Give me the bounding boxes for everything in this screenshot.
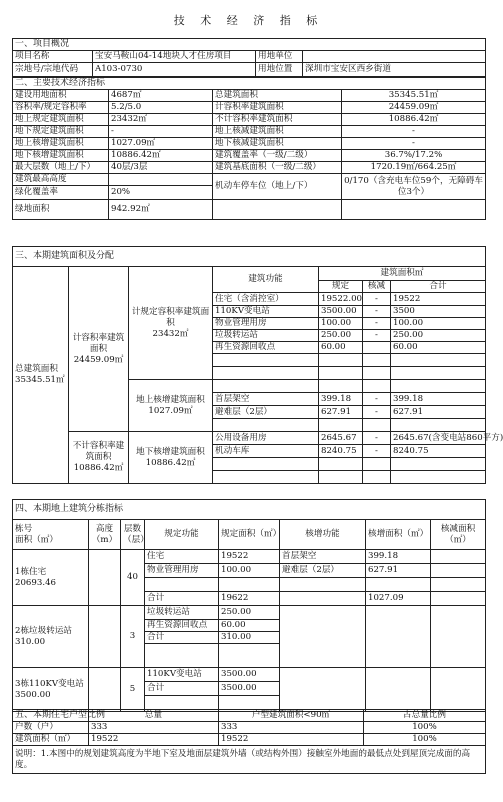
- empty-cell: [391, 380, 486, 393]
- empty-cell: [319, 458, 363, 471]
- field-label: 项目名称: [13, 51, 93, 63]
- deducted-area-cell: [431, 550, 486, 564]
- empty-cell: [431, 592, 486, 606]
- indicator-sheet: [12, 6, 503, 796]
- building-header-text: 栋号: [15, 523, 33, 534]
- floors-header: 层数（层）: [121, 520, 145, 550]
- section-heading: 四、本期地上建筑分栋指标: [13, 500, 486, 520]
- building-area-header: 面积（㎡）: [15, 534, 58, 545]
- empty-cell: [363, 419, 391, 432]
- value-cell: 60.00: [391, 342, 486, 354]
- total-header: 合计: [391, 281, 486, 293]
- field-value: 24459.09㎡: [342, 102, 486, 114]
- parking-value: 0/170（含充电车位59个，无障碍车位3个）: [342, 174, 486, 200]
- function-cell: 物业管理用房: [145, 564, 219, 578]
- function-cell: 垃圾转运站: [145, 606, 219, 620]
- function-cell: 再生资源回收点: [213, 342, 319, 354]
- sheet-title: 技 术 经 济 指 标: [173, 14, 324, 27]
- empty-cell: [213, 367, 319, 380]
- building-area: 20693.46: [15, 577, 57, 588]
- value-cell: 100.00: [391, 318, 486, 330]
- field-label: 最大层数（地上/下）: [13, 162, 109, 174]
- empty-cell: [431, 668, 486, 712]
- empty-cell: [391, 471, 486, 484]
- prescribed-area-text: 计规定容积率建筑面积: [131, 306, 210, 328]
- value-cell: 3500: [391, 306, 486, 318]
- prescribed-area-value: 23432㎡: [152, 328, 189, 339]
- value-cell: 60.00: [319, 342, 363, 354]
- ratio-header: 占总量比例: [364, 710, 486, 722]
- field-label: 不计容积率建筑面积: [213, 114, 342, 126]
- area-cell: 3500.00: [219, 668, 280, 682]
- note-text: 说明：1.本图中的规划建筑高度为半地下室及地面层建筑外墙（或结构外围）接触室外地面的最低点处到屋顶完成面的高度。: [13, 746, 486, 774]
- basement-added-text: 地下核增建筑面积: [136, 446, 205, 457]
- section-heading: 二、主要技术经济指标: [13, 78, 486, 90]
- empty-cell: [363, 458, 391, 471]
- value-cell: 100%: [364, 722, 486, 734]
- total-header: 总量: [89, 710, 219, 722]
- field-label: 宗地号/宗地代码: [13, 63, 93, 77]
- section-heading: 一、项目概况: [13, 39, 486, 51]
- value-cell: 19522: [219, 734, 364, 746]
- empty-cell: [145, 644, 219, 668]
- main-indicators-table: [12, 77, 486, 220]
- field-value: 23432㎡: [109, 114, 213, 126]
- value-cell: 333: [89, 722, 219, 734]
- empty-cell: [280, 668, 366, 712]
- far-area-label: [69, 267, 129, 432]
- building-area: 310.00: [15, 636, 46, 647]
- field-label: 绿地面积: [13, 200, 109, 220]
- function-cell: 110KV变电站: [145, 668, 219, 682]
- value-cell: 250.00: [391, 330, 486, 342]
- empty-cell: [319, 367, 363, 380]
- value-cell: 8240.75: [391, 445, 486, 458]
- empty-cell: [213, 380, 319, 393]
- field-value: 1720.19㎡/664.25㎡: [342, 162, 486, 174]
- field-label: 地下核增建筑面积: [13, 150, 109, 162]
- total-area: 3500.00: [219, 682, 280, 696]
- field-value: -: [109, 126, 213, 138]
- field-label: 户数（户）: [13, 722, 89, 734]
- total-area-label: [13, 267, 69, 484]
- function-cell: 避难层（2层）: [213, 406, 319, 419]
- area-cell: 60.00: [219, 620, 280, 632]
- field-label: 计容积率建筑面积: [213, 102, 342, 114]
- field-label: 用地位置: [256, 63, 303, 77]
- empty-cell: [431, 606, 486, 668]
- function-header: 建筑功能: [213, 267, 319, 293]
- unit-type-table: [12, 709, 486, 774]
- empty-cell: [366, 578, 431, 592]
- function-cell: 公用设备用房: [213, 432, 319, 445]
- field-label: 建筑基底面积（一级/二级）: [213, 162, 342, 174]
- added-total: 1027.09: [366, 592, 431, 606]
- field-value: 942.92㎡: [109, 200, 213, 220]
- field-label: 地上核减建筑面积: [213, 126, 342, 138]
- total-label: 合计: [145, 682, 219, 696]
- building-2-cell: [13, 606, 89, 668]
- empty-cell: [391, 419, 486, 432]
- empty-cell: [363, 471, 391, 484]
- value-cell: 19522.00: [319, 293, 363, 306]
- value-cell: 2645.67: [319, 432, 363, 445]
- empty-cell: [145, 578, 219, 592]
- value-cell: -: [363, 306, 391, 318]
- project-overview-table: [12, 38, 486, 77]
- added-function-cell: 避难层（2层）: [280, 564, 366, 578]
- building-name: 1栋住宅: [15, 566, 47, 577]
- prescribed-header: 规定: [319, 281, 363, 293]
- empty-cell: [363, 367, 391, 380]
- empty-cell: [391, 367, 486, 380]
- empty-cell: [363, 380, 391, 393]
- added-area-header: 核增面积（㎡）: [366, 520, 431, 550]
- empty-cell: [319, 354, 363, 367]
- added-area-label: [129, 380, 213, 432]
- field-value: -: [342, 138, 486, 150]
- added-area-text: 地上核增建筑面积: [136, 394, 205, 405]
- empty-cell: [219, 644, 280, 668]
- field-value: 10886.42㎡: [109, 150, 213, 162]
- function-cell: 住宅: [145, 550, 219, 564]
- area-header: 建筑面积㎡: [319, 267, 486, 281]
- empty-cell: [366, 606, 431, 668]
- building-name: 3栋110KV变电站: [15, 678, 84, 689]
- field-value: 10886.42㎡: [342, 114, 486, 126]
- field-label: 机动车停车位（地上/下）: [213, 174, 342, 200]
- area-header: 规定面积（㎡）: [219, 520, 280, 550]
- value-cell: 100%: [364, 734, 486, 746]
- basement-added-label: [129, 432, 213, 484]
- total-label: 合计: [145, 632, 219, 644]
- value-cell: 3500.00: [319, 306, 363, 318]
- function-cell: 住宅（含消控室）: [213, 293, 319, 306]
- total-area: 19622: [219, 592, 280, 606]
- added-function-header: 核增功能: [280, 520, 366, 550]
- land-location-value: 深圳市宝安区西乡街道: [303, 63, 486, 77]
- non-far-area-text: 不计容积率建筑面积: [72, 441, 125, 462]
- empty-cell: [366, 668, 431, 712]
- field-label: 绿化覆盖率: [13, 186, 109, 200]
- empty-cell: [213, 458, 319, 471]
- total-label: 合计: [145, 592, 219, 606]
- value-cell: 627.91: [319, 406, 363, 419]
- building-breakdown-table: [12, 499, 486, 712]
- empty-cell: [219, 578, 280, 592]
- empty-cell: [319, 471, 363, 484]
- field-value: [109, 174, 213, 186]
- project-name-value: 宝安马鞍山04-14地块人才住房项目: [93, 51, 256, 63]
- building-area: 3500.00: [15, 689, 51, 700]
- empty-cell: [391, 458, 486, 471]
- floors-cell: 40: [121, 550, 145, 606]
- field-value: -: [342, 126, 486, 138]
- value-cell: 333: [219, 722, 364, 734]
- empty-cell: [363, 354, 391, 367]
- far-area-text: 计容积率建筑面积: [72, 332, 125, 354]
- added-area-cell: 399.18: [366, 550, 431, 564]
- value-cell: 250.00: [319, 330, 363, 342]
- building-3-cell: [13, 668, 89, 712]
- empty-cell: [391, 354, 486, 367]
- field-label: 地上规定建筑面积: [13, 114, 109, 126]
- value-cell: 8240.75: [319, 445, 363, 458]
- floors-cell: 5: [121, 668, 145, 712]
- value-cell: 399.18: [391, 393, 486, 406]
- empty-cell: [431, 578, 486, 592]
- section-heading: 三、本期建筑面积及分配: [13, 247, 486, 267]
- value-cell: 19522: [89, 734, 219, 746]
- height-cell: [89, 668, 121, 712]
- deducted-header: 核减: [363, 281, 391, 293]
- field-value: 4687㎡: [109, 90, 213, 102]
- prescribed-area-label: [129, 267, 213, 380]
- height-header: 高度（m）: [89, 520, 121, 550]
- function-cell: 首层架空: [213, 393, 319, 406]
- field-value: 36.7%/17.2%: [342, 150, 486, 162]
- empty-cell: [213, 200, 342, 220]
- deducted-area-header: 核减面积（㎡）: [431, 520, 486, 550]
- area-distribution-table: [12, 246, 503, 484]
- value-cell: -: [363, 432, 391, 445]
- empty-cell: [213, 354, 319, 367]
- height-cell: [89, 606, 121, 668]
- value-cell: -: [363, 293, 391, 306]
- added-area-value: 1027.09㎡: [148, 405, 193, 416]
- far-area-value: 24459.09㎡: [73, 354, 124, 365]
- total-area-text: 总建筑面积: [15, 364, 58, 374]
- total-area-value: 35345.51㎡: [15, 375, 65, 385]
- function-cell: 110KV变电站: [213, 306, 319, 318]
- parcel-code-value: A103-0730: [93, 63, 256, 77]
- non-far-area-value: 10886.42㎡: [73, 463, 124, 473]
- field-label: 建筑面积（㎡）: [13, 734, 89, 746]
- floors-cell: 3: [121, 606, 145, 668]
- field-value: 20%: [109, 186, 213, 200]
- building-header: [13, 520, 89, 550]
- deducted-area-cell: [431, 564, 486, 578]
- empty-cell: [280, 592, 366, 606]
- building-1-cell: [13, 550, 89, 606]
- land-unit-value: [303, 51, 486, 63]
- value-cell: 399.18: [319, 393, 363, 406]
- empty-cell: [213, 471, 319, 484]
- function-cell: 机动车库: [213, 445, 319, 458]
- field-value: 5.2/5.0: [109, 102, 213, 114]
- non-far-area-label: [69, 432, 129, 484]
- empty-cell: [213, 419, 319, 432]
- field-label: 总建筑面积: [213, 90, 342, 102]
- value-cell: 627.91: [391, 406, 486, 419]
- field-label: 地下核减建筑面积: [213, 138, 342, 150]
- value-cell: [363, 342, 391, 354]
- value-cell: -: [363, 393, 391, 406]
- empty-cell: [280, 606, 366, 668]
- basement-added-value: 10886.42㎡: [145, 457, 196, 468]
- area-cell: 19522: [219, 550, 280, 564]
- small-unit-header: 户型建筑面积<90㎡: [219, 710, 364, 722]
- function-cell: 垃圾转运站: [213, 330, 319, 342]
- building-name: 2栋垃圾转运站: [15, 625, 73, 636]
- value-cell: 2645.67(含变电站860平方): [391, 432, 486, 445]
- value-cell: 100.00: [319, 318, 363, 330]
- field-label: 建设用地面积: [13, 90, 109, 102]
- field-label: 用地单位: [256, 51, 303, 63]
- section-heading: 五、本期住宅户型比例: [13, 710, 89, 722]
- function-cell: 再生资源回收点: [145, 620, 219, 632]
- field-label: 建筑覆盖率（一级/二级）: [213, 150, 342, 162]
- field-label: 容积率/规定容积率: [13, 102, 109, 114]
- value-cell: -: [363, 330, 391, 342]
- field-label: 地上核增建筑面积: [13, 138, 109, 150]
- empty-cell: [319, 419, 363, 432]
- field-value: 40层/3层: [109, 162, 213, 174]
- area-cell: 100.00: [219, 564, 280, 578]
- added-function-cell: 首层架空: [280, 550, 366, 564]
- value-cell: -: [363, 318, 391, 330]
- field-value: 1027.09㎡: [109, 138, 213, 150]
- function-cell: 物业管理用房: [213, 318, 319, 330]
- height-cell: [89, 550, 121, 606]
- added-area-cell: 627.91: [366, 564, 431, 578]
- total-area: 310.00: [219, 632, 280, 644]
- function-header: 规定功能: [145, 520, 219, 550]
- empty-cell: [319, 380, 363, 393]
- area-cell: 250.00: [219, 606, 280, 620]
- field-label: 地下规定建筑面积: [13, 126, 109, 138]
- value-cell: -: [363, 445, 391, 458]
- value-cell: -: [363, 406, 391, 419]
- empty-cell: [342, 200, 486, 220]
- field-label: 建筑最高高度: [13, 174, 109, 186]
- empty-cell: [280, 578, 366, 592]
- field-value: 35345.51㎡: [342, 90, 486, 102]
- value-cell: 19522: [391, 293, 486, 306]
